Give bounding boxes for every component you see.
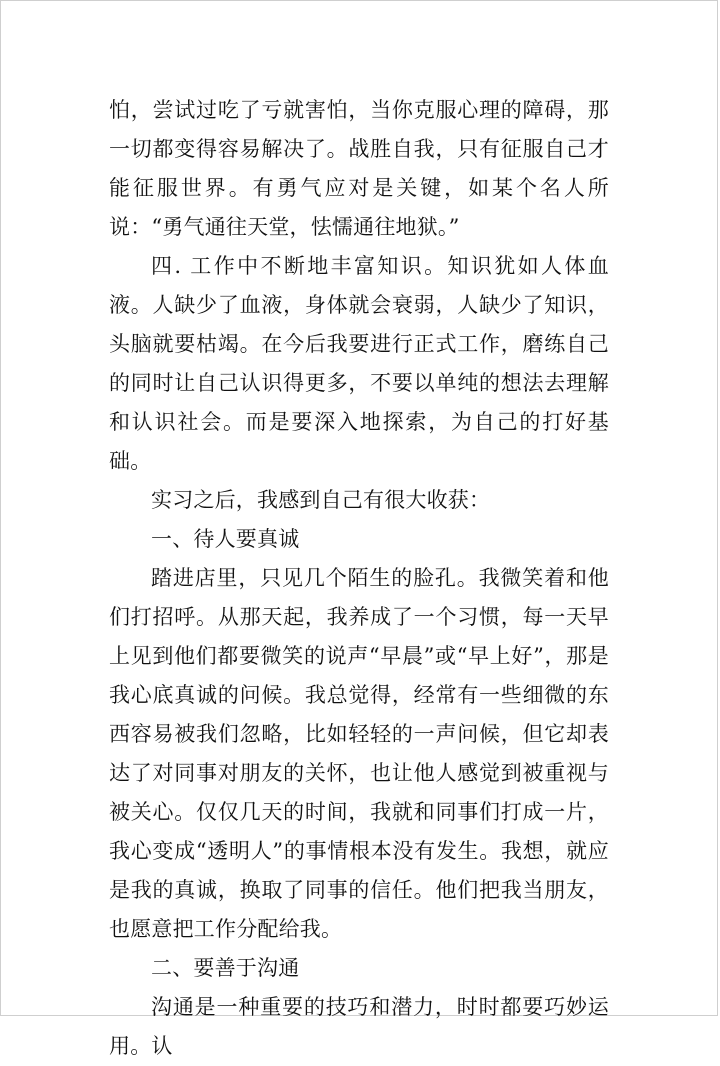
paragraph-gains-intro: 实习之后，我感到自己有很大收获： [151,488,491,512]
section-heading-sincerity: 一、待人要真诚 [151,527,300,551]
paragraph-sincerity: 踏进店里，只见几个陌生的脸孔。我微笑着和他们打招呼。从那天起，我养成了一个习惯，每一天早上见到他们都要微笑的说声“早晨”或“早上好”，那是我心底真诚的问候。我总觉得，经常有一些细微的东西容易被我们忽略，比如轻轻的一声问候，但它却表达了对同事对朋友的关怀，也让他人感觉到被重视与被关心。仅仅几天的时间，我就和同事们打成一片，我心变成“透明人”的事情根本没有发生。我想，就应是我的真诚，换取了同事的信任。他们把我当朋友，也愿意把工作分配给我。 [109,566,609,941]
paragraph-communication: 沟通是一种重要的技巧和潜力，时时都要巧妙运用。认 [109,995,609,1058]
section-heading-communication: 二、要善于沟通 [151,956,300,980]
paragraph-knowledge: 四. 工作中不断地丰富知识。知识犹如人体血液。人缺少了血液，身体就会衰弱，人缺少了知识，头脑就要枯竭。在今后我要进行正式工作，磨练自己的同时让自己认识得更多，不要以单纯的想法去理解和认识社会。而是要深入地探索，为自己的打好基础。 [109,254,609,473]
paragraph-continued: 怕，尝试过吃了亏就害怕，当你克服心理的障碍，那一切都变得容易解决了。战胜自我，只有征服自己才能征服世界。有勇气应对是关键，如某个名人所说：“勇气通往天堂，怯懦通往地狱。” [109,98,609,239]
document-body [109,91,609,1066]
